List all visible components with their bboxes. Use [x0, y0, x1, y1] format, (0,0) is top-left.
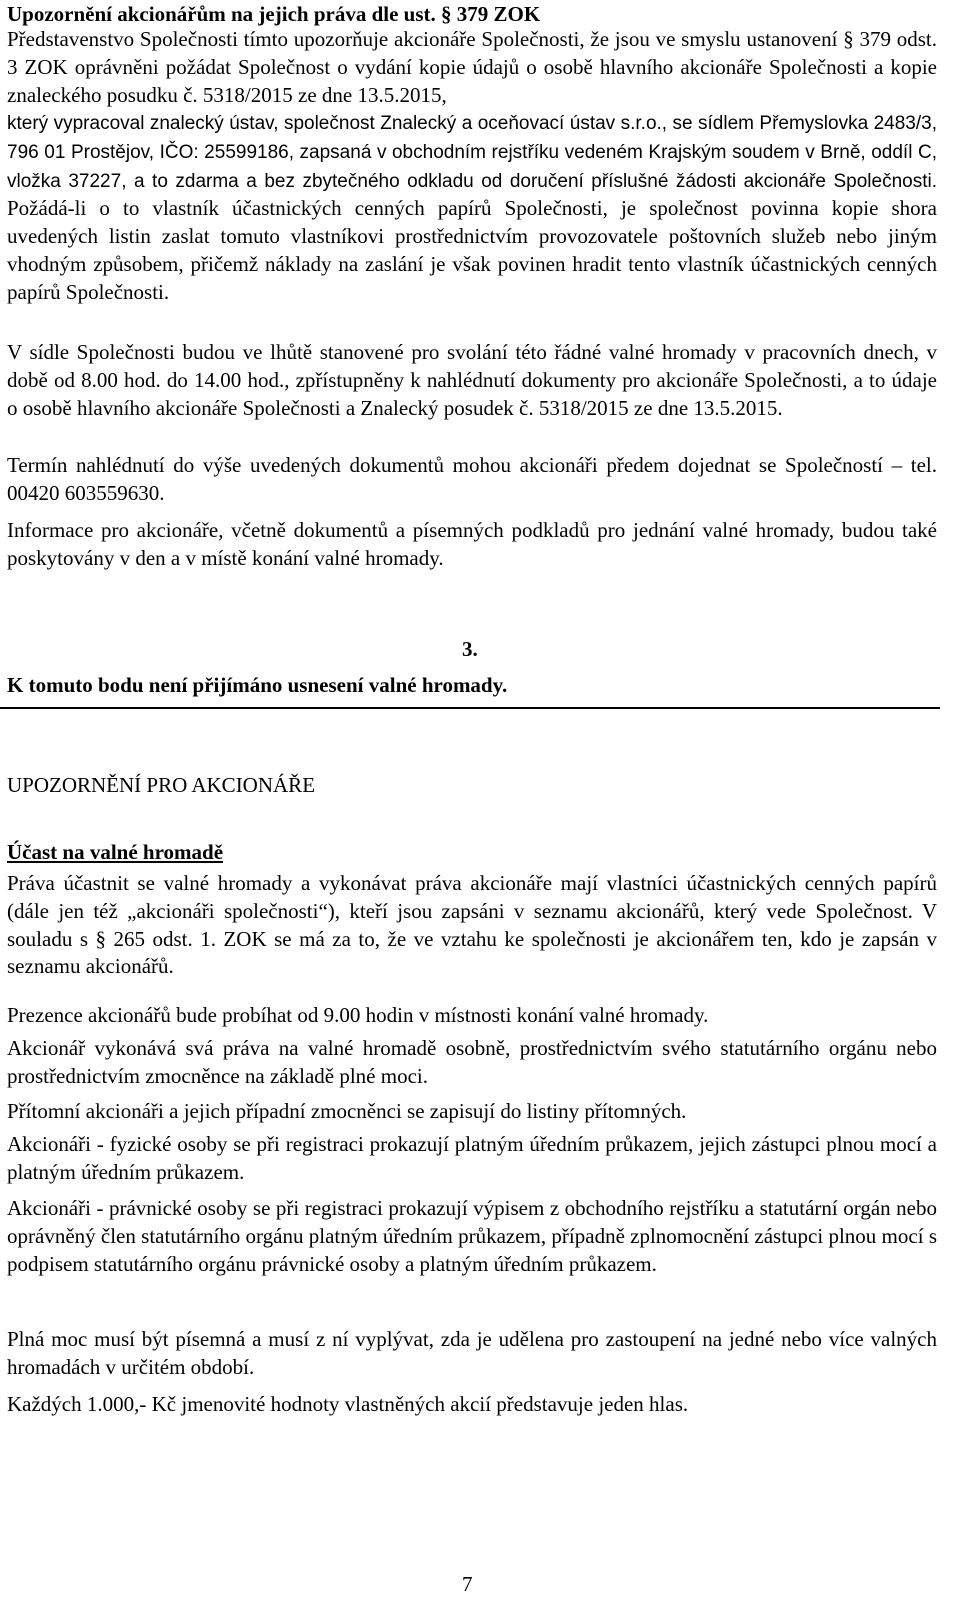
paragraph-text: Představenstvo Společnosti tímto upozorňuje akcionáře Společnosti, že jsou ve smyslu ustanovení § 379 odst. 3 ZOK oprávněni požádat Společnost o vydání kopie údajů o osobě hlavního akcionáře Společnosti a kopie znaleckého posudku č. 5318/2015 ze dne 13.5.2015, — [7, 27, 937, 107]
notice-title: UPOZORNĚNÍ PRO AKCIONÁŘE — [7, 773, 316, 797]
notice-paragraph-presence — [7, 1002, 937, 1030]
paragraph-text: Termín nahlédnutí do výše uvedených dokumentů mohou akcionáři předem dojednat se Společností – tel. 00420 603559630. — [7, 453, 937, 505]
section-resolution-text: K tomuto bodu není přijímáno usnesení valné hromady. — [7, 673, 508, 697]
paragraph-text-sans: který vypracoval znalecký ústav, společnost Znalecký a oceňovací ústav s.r.o., se sídlem Přemyslovka 2483/3, 796 01 Prostějov, IČO: 25599186, zapsaná v obchodním rejstříku vedeném Krajským soudem v Brně, oddíl C, vložka 37227, a to zdarma a bez zbytečného odkladu od doručení příslušné žádosti akcionáře Společnosti. — [7, 113, 937, 192]
paragraph-expert-institute — [7, 109, 937, 307]
paragraph-text: Přítomní akcionáři a jejich případní zmocněnci se zapisují do listiny přítomných. — [7, 1099, 687, 1123]
paragraph-shareholder-rights — [7, 26, 937, 109]
paragraph-text: Akcionáři - právnické osoby se při registraci prokazují výpisem z obchodního rejstříku a statutární orgán nebo oprávněný člen statutárního orgánu platným úředním průkazem, případně zplnomocnění zástupci plnou mocí s podpisem statutárního orgánu právnické osoby a platným úředním průkazem. — [7, 1196, 937, 1276]
paragraph-text-serif: Požádá-li o to vlastník účastnických cenných papírů Společnosti, je společnost povinna kopie shora uvedených listin zaslat tomuto vlastníkovi prostřednictvím provozovatele poštovních služeb nebo jiným vhodným způsobem, přičemž náklady na zaslání je však povinen hradit tento vlastník účastnických cenných papírů Společnosti. — [7, 196, 937, 304]
paragraph-text: Akcionář vykonává svá práva na valné hromadě osobně, prostřednictvím svého statutárního orgánu nebo prostřednictvím zmocněnce na základě plné moci. — [7, 1036, 937, 1088]
notice-subheading: Účast na valné hromadě — [7, 840, 224, 864]
notice-paragraph-exercise-rights — [7, 1035, 937, 1091]
paragraph-information — [7, 517, 937, 573]
paragraph-documents-access — [7, 339, 937, 422]
notice-paragraph-legal-entities — [7, 1195, 937, 1278]
horizontal-divider — [0, 707, 940, 709]
paragraph-viewing-appointment — [7, 452, 937, 508]
paragraph-text: Plná moc musí být písemná a musí z ní vyplývat, zda je udělena pro zastoupení na jedné nebo více valných hromadách v určitém období. — [7, 1327, 937, 1379]
paragraph-text: Akcionáři - fyzické osoby se při registraci prokazují platným úředním průkazem, jejich zástupci plnou mocí a platným úředním průkazem. — [7, 1132, 937, 1184]
section-number: 3. — [462, 637, 478, 661]
notice-paragraph-voting — [7, 1391, 937, 1419]
notice-paragraph-attendance-list — [7, 1098, 937, 1126]
page-number: 7 — [462, 1572, 473, 1596]
notice-paragraph-natural-persons — [7, 1131, 937, 1187]
paragraph-text: Prezence akcionářů bude probíhat od 9.00 hodin v místnosti konání valné hromady. — [7, 1003, 709, 1027]
notice-paragraph-participation — [7, 870, 937, 981]
paragraph-text: V sídle Společnosti budou ve lhůtě stanovené pro svolání této řádné valné hromady v pracovních dnech, v době od 8.00 hod. do 14.00 hod., zpřístupněny k nahlédnutí dokumenty pro akcionáře Společnosti, a to údaje o osobě hlavního akcionáře Společnosti a Znalecký posudek č. 5318/2015 ze dne 13.5.2015. — [7, 340, 937, 420]
paragraph-text: Informace pro akcionáře, včetně dokumentů a písemných podkladů pro jednání valné hromady, budou také poskytovány v den a v místě konání valné hromady. — [7, 518, 937, 570]
paragraph-text: Každých 1.000,- Kč jmenovité hodnoty vlastněných akcií představuje jeden hlas. — [7, 1392, 689, 1416]
paragraph-text: Práva účastnit se valné hromady a vykonávat práva akcionáře mají vlastníci účastnických cenných papírů (dále jen též „akcionáři společnosti“), kteří jsou zapsáni v seznamu akcionářů, který vede Společnost. V souladu s § 265 odst. 1. ZOK se má za to, že ve vztahu ke společnosti je akcionářem ten, kdo je zapsán v seznamu akcionářů. — [7, 871, 937, 979]
section-heading: Upozornění akcionářům na jejich práva dle ust. § 379 ZOK — [7, 2, 541, 26]
notice-paragraph-power-of-attorney — [7, 1326, 937, 1382]
